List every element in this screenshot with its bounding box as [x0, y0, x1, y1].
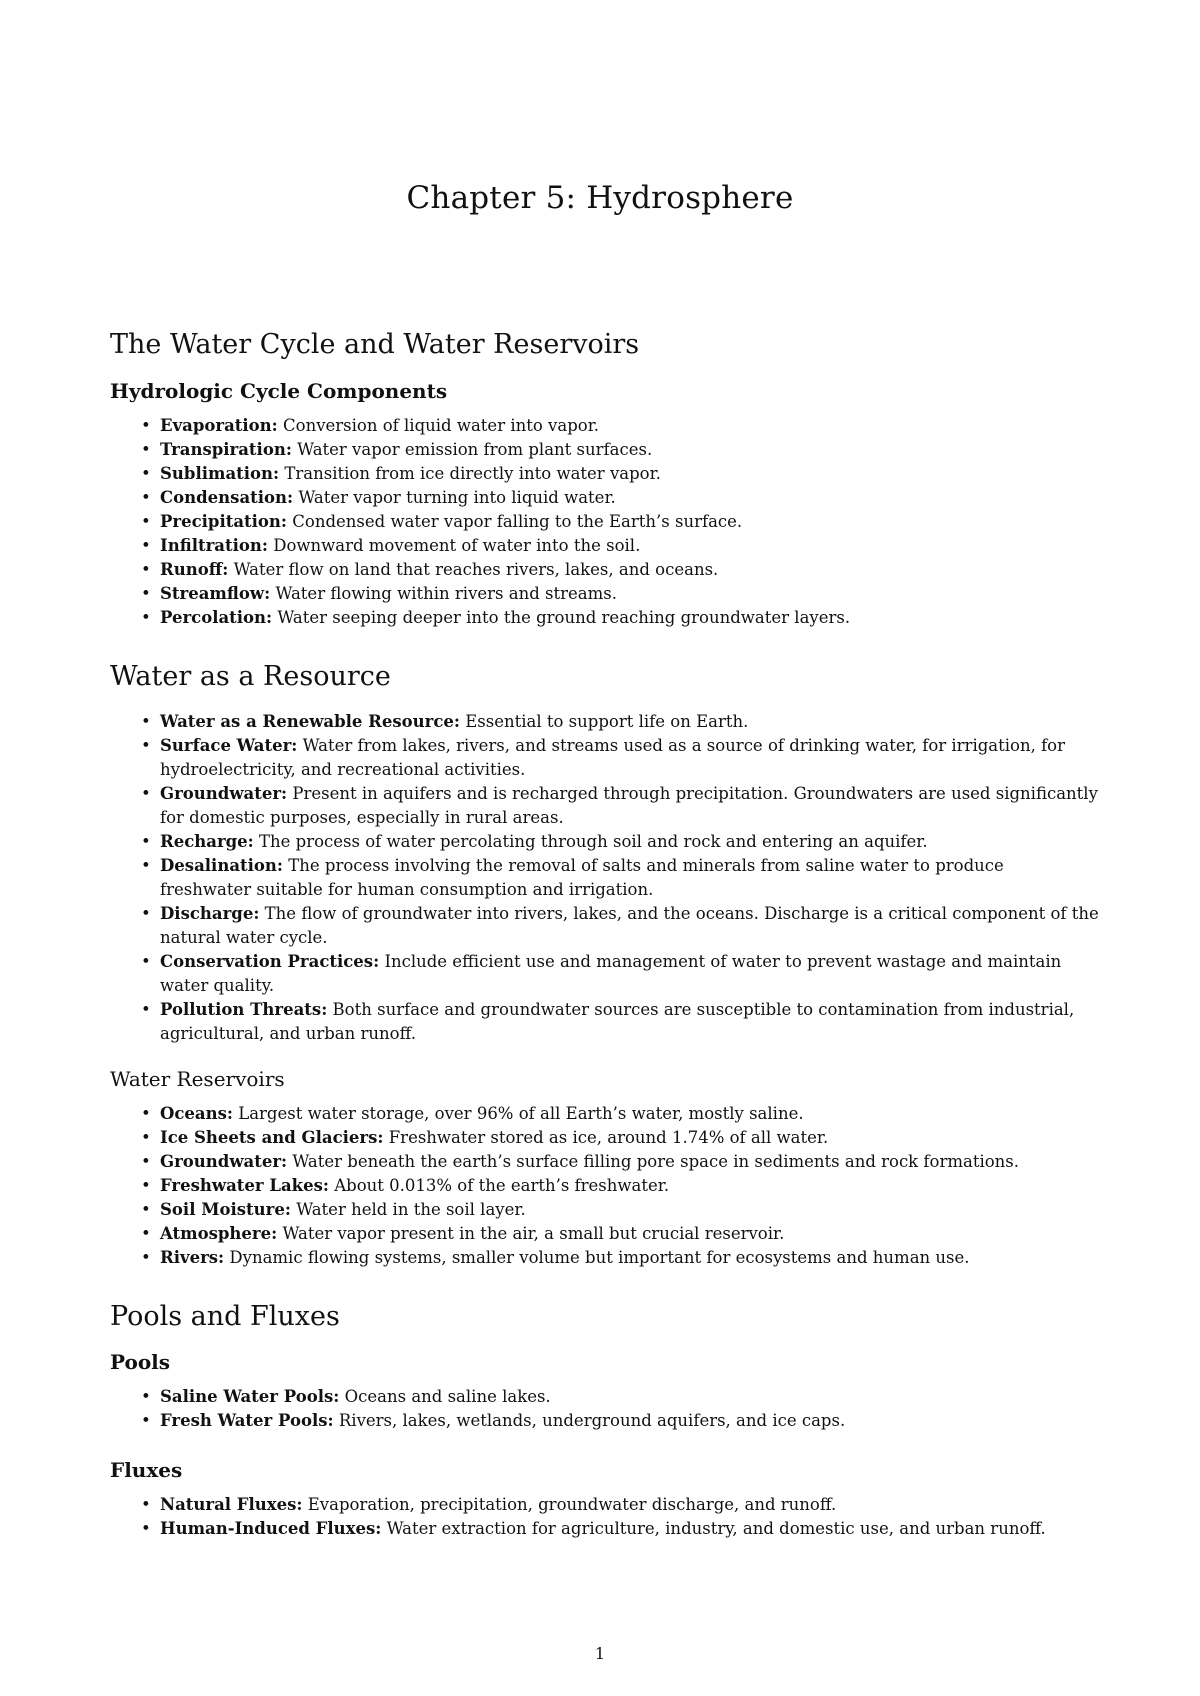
list-item [110, 1517, 1100, 1541]
item-term: Freshwater Lakes: [160, 1175, 329, 1195]
list-item [110, 1385, 1100, 1409]
bullet-icon: • [141, 1411, 151, 1431]
item-term: Human-Induced Fluxes: [160, 1519, 382, 1539]
item-term: Evaporation: [160, 415, 278, 435]
bullet-icon: • [141, 1387, 151, 1407]
section-heading-pools-fluxes: Pools and Fluxes [110, 1300, 340, 1332]
bullet-icon: • [141, 1247, 151, 1267]
pools-list [110, 1385, 1100, 1433]
bullet-icon: • [141, 903, 151, 923]
list-item [110, 1246, 1100, 1270]
item-text: Water flowing within rivers and streams. [275, 583, 617, 603]
item-text: Water flow on land that reaches rivers, lakes, and oceans. [233, 559, 719, 579]
bullet-icon: • [141, 1223, 151, 1243]
subsection-heading-fluxes: Fluxes [110, 1458, 183, 1483]
item-text: Largest water storage, over 96% of all Earth’s water, mostly saline. [238, 1103, 804, 1123]
water-resource-list [110, 710, 1100, 1046]
item-text: Evaporation, precipitation, groundwater discharge, and runoff. [307, 1495, 837, 1515]
bullet-icon: • [141, 583, 151, 603]
list-item [110, 414, 1100, 438]
list-item [110, 1222, 1100, 1246]
item-text: Both surface and groundwater sources are susceptible to contamination from industrial, agricultural, and urban runoff. [160, 999, 1075, 1043]
item-text: Dynamic flowing systems, smaller volume but important for ecosystems and human use. [229, 1247, 970, 1267]
bullet-icon: • [141, 999, 151, 1019]
water-reservoirs-list [110, 1102, 1100, 1270]
list-item [110, 582, 1100, 606]
bullet-icon: • [141, 607, 151, 627]
list-item [110, 1102, 1100, 1126]
item-term: Ice Sheets and Glaciers: [160, 1127, 384, 1147]
list-item [110, 510, 1100, 534]
list-item [110, 782, 1100, 830]
list-item [110, 902, 1100, 950]
document-body [110, 328, 1100, 1541]
list-item [110, 462, 1100, 486]
item-text: Water held in the soil layer. [296, 1199, 526, 1219]
list-item [110, 710, 1100, 734]
item-term: Sublimation: [160, 463, 280, 483]
item-term: Percolation: [160, 607, 273, 627]
item-text: Include efficient use and management of water to prevent wastage and maintain water quality. [160, 951, 1062, 995]
item-text: Oceans and saline lakes. [344, 1387, 551, 1407]
bullet-icon: • [141, 439, 151, 459]
item-term: Groundwater: [160, 1151, 288, 1171]
bullet-icon: • [141, 855, 151, 875]
item-term: Oceans: [160, 1103, 233, 1123]
bullet-icon: • [141, 535, 151, 555]
list-item [110, 830, 1100, 854]
item-term: Infiltration: [160, 535, 268, 555]
item-term: Saline Water Pools: [160, 1387, 340, 1407]
item-text: Water vapor present in the air, a small but crucial reservoir. [282, 1223, 785, 1243]
item-text: The flow of groundwater into rivers, lakes, and the oceans. Discharge is a critical component of the natural water cycle. [160, 903, 1099, 947]
item-term: Water as a Renewable Resource: [160, 711, 460, 731]
page-title: Chapter 5: Hydrosphere [406, 180, 794, 216]
bullet-icon: • [141, 559, 151, 579]
list-item [110, 438, 1100, 462]
bullet-icon: • [141, 831, 151, 851]
item-term: Recharge: [160, 831, 254, 851]
list-item [110, 950, 1100, 998]
bullet-icon: • [141, 711, 151, 731]
subsection-heading-water-reservoirs: Water Reservoirs [110, 1066, 285, 1091]
item-term: Rivers: [160, 1247, 225, 1267]
item-text: Freshwater stored as ice, around 1.74% of all water. [388, 1127, 829, 1147]
item-text: Downward movement of water into the soil. [273, 535, 641, 555]
item-term: Pollution Threats: [160, 999, 328, 1019]
item-text: Essential to support life on Earth. [465, 711, 749, 731]
item-text: Water seeping deeper into the ground reaching groundwater layers. [277, 607, 851, 627]
item-term: Groundwater: [160, 783, 288, 803]
bullet-icon: • [141, 415, 151, 435]
list-item [110, 1198, 1100, 1222]
list-item [110, 606, 1100, 630]
list-item [110, 1150, 1100, 1174]
item-term: Transpiration: [160, 439, 292, 459]
list-item [110, 1409, 1100, 1433]
item-term: Conservation Practices: [160, 951, 380, 971]
item-text: Condensed water vapor falling to the Earth’s surface. [292, 511, 743, 531]
bullet-icon: • [141, 511, 151, 531]
list-item [110, 854, 1100, 902]
list-item [110, 1493, 1100, 1517]
bullet-icon: • [141, 951, 151, 971]
list-item [110, 734, 1100, 782]
list-item [110, 998, 1100, 1046]
bullet-icon: • [141, 1199, 151, 1219]
item-term: Condensation: [160, 487, 294, 507]
item-term: Desalination: [160, 855, 283, 875]
item-term: Soil Moisture: [160, 1199, 291, 1219]
fluxes-list [110, 1493, 1100, 1541]
item-term: Precipitation: [160, 511, 288, 531]
bullet-icon: • [141, 1495, 151, 1515]
hydrologic-cycle-list [110, 414, 1100, 630]
bullet-icon: • [141, 463, 151, 483]
item-term: Surface Water: [160, 735, 298, 755]
list-item [110, 1126, 1100, 1150]
list-item [110, 486, 1100, 510]
bullet-icon: • [141, 783, 151, 803]
subsection-heading-pools: Pools [110, 1350, 171, 1375]
bullet-icon: • [141, 735, 151, 755]
bullet-icon: • [141, 1519, 151, 1539]
item-text: About 0.013% of the earth’s freshwater. [334, 1175, 670, 1195]
bullet-icon: • [141, 1103, 151, 1123]
item-term: Discharge: [160, 903, 260, 923]
list-item [110, 1174, 1100, 1198]
item-text: Transition from ice directly into water vapor. [284, 463, 661, 483]
item-text: The process of water percolating through soil and rock and entering an aquifer. [259, 831, 928, 851]
item-text: The process involving the removal of salts and minerals from saline water to produce freshwater suitable for human consumption and irrigation. [160, 855, 1004, 899]
list-item [110, 534, 1100, 558]
bullet-icon: • [141, 487, 151, 507]
item-text: Water extraction for agriculture, industry, and domestic use, and urban runoff. [386, 1519, 1046, 1539]
item-term: Atmosphere: [160, 1223, 278, 1243]
item-text: Water beneath the earth’s surface filling pore space in sediments and rock formations. [292, 1151, 1020, 1171]
page-number: 1 [594, 1644, 606, 1663]
subsection-heading-hydrologic-cycle: Hydrologic Cycle Components [110, 378, 448, 403]
item-term: Runoff: [160, 559, 229, 579]
section-heading-water-resource: Water as a Resource [110, 660, 391, 692]
bullet-icon: • [141, 1151, 151, 1171]
section-heading-water-cycle: The Water Cycle and Water Reservoirs [110, 329, 640, 360]
item-term: Fresh Water Pools: [160, 1411, 334, 1431]
list-item [110, 558, 1100, 582]
item-text: Water from lakes, rivers, and streams used as a source of drinking water, for irrigation, for hydroelectricity, and recreational activities. [160, 735, 1066, 779]
bullet-icon: • [141, 1175, 151, 1195]
item-text: Water vapor turning into liquid water. [298, 487, 616, 507]
item-term: Streamflow: [160, 583, 271, 603]
item-term: Natural Fluxes: [160, 1495, 303, 1515]
bullet-icon: • [141, 1127, 151, 1147]
item-text: Present in aquifers and is recharged through precipitation. Groundwaters are used significantly for domestic purposes, especially in rural areas. [160, 783, 1098, 827]
item-text: Rivers, lakes, wetlands, underground aquifers, and ice caps. [338, 1411, 846, 1431]
item-text: Conversion of liquid water into vapor. [283, 415, 600, 435]
item-text: Water vapor emission from plant surfaces. [297, 439, 653, 459]
